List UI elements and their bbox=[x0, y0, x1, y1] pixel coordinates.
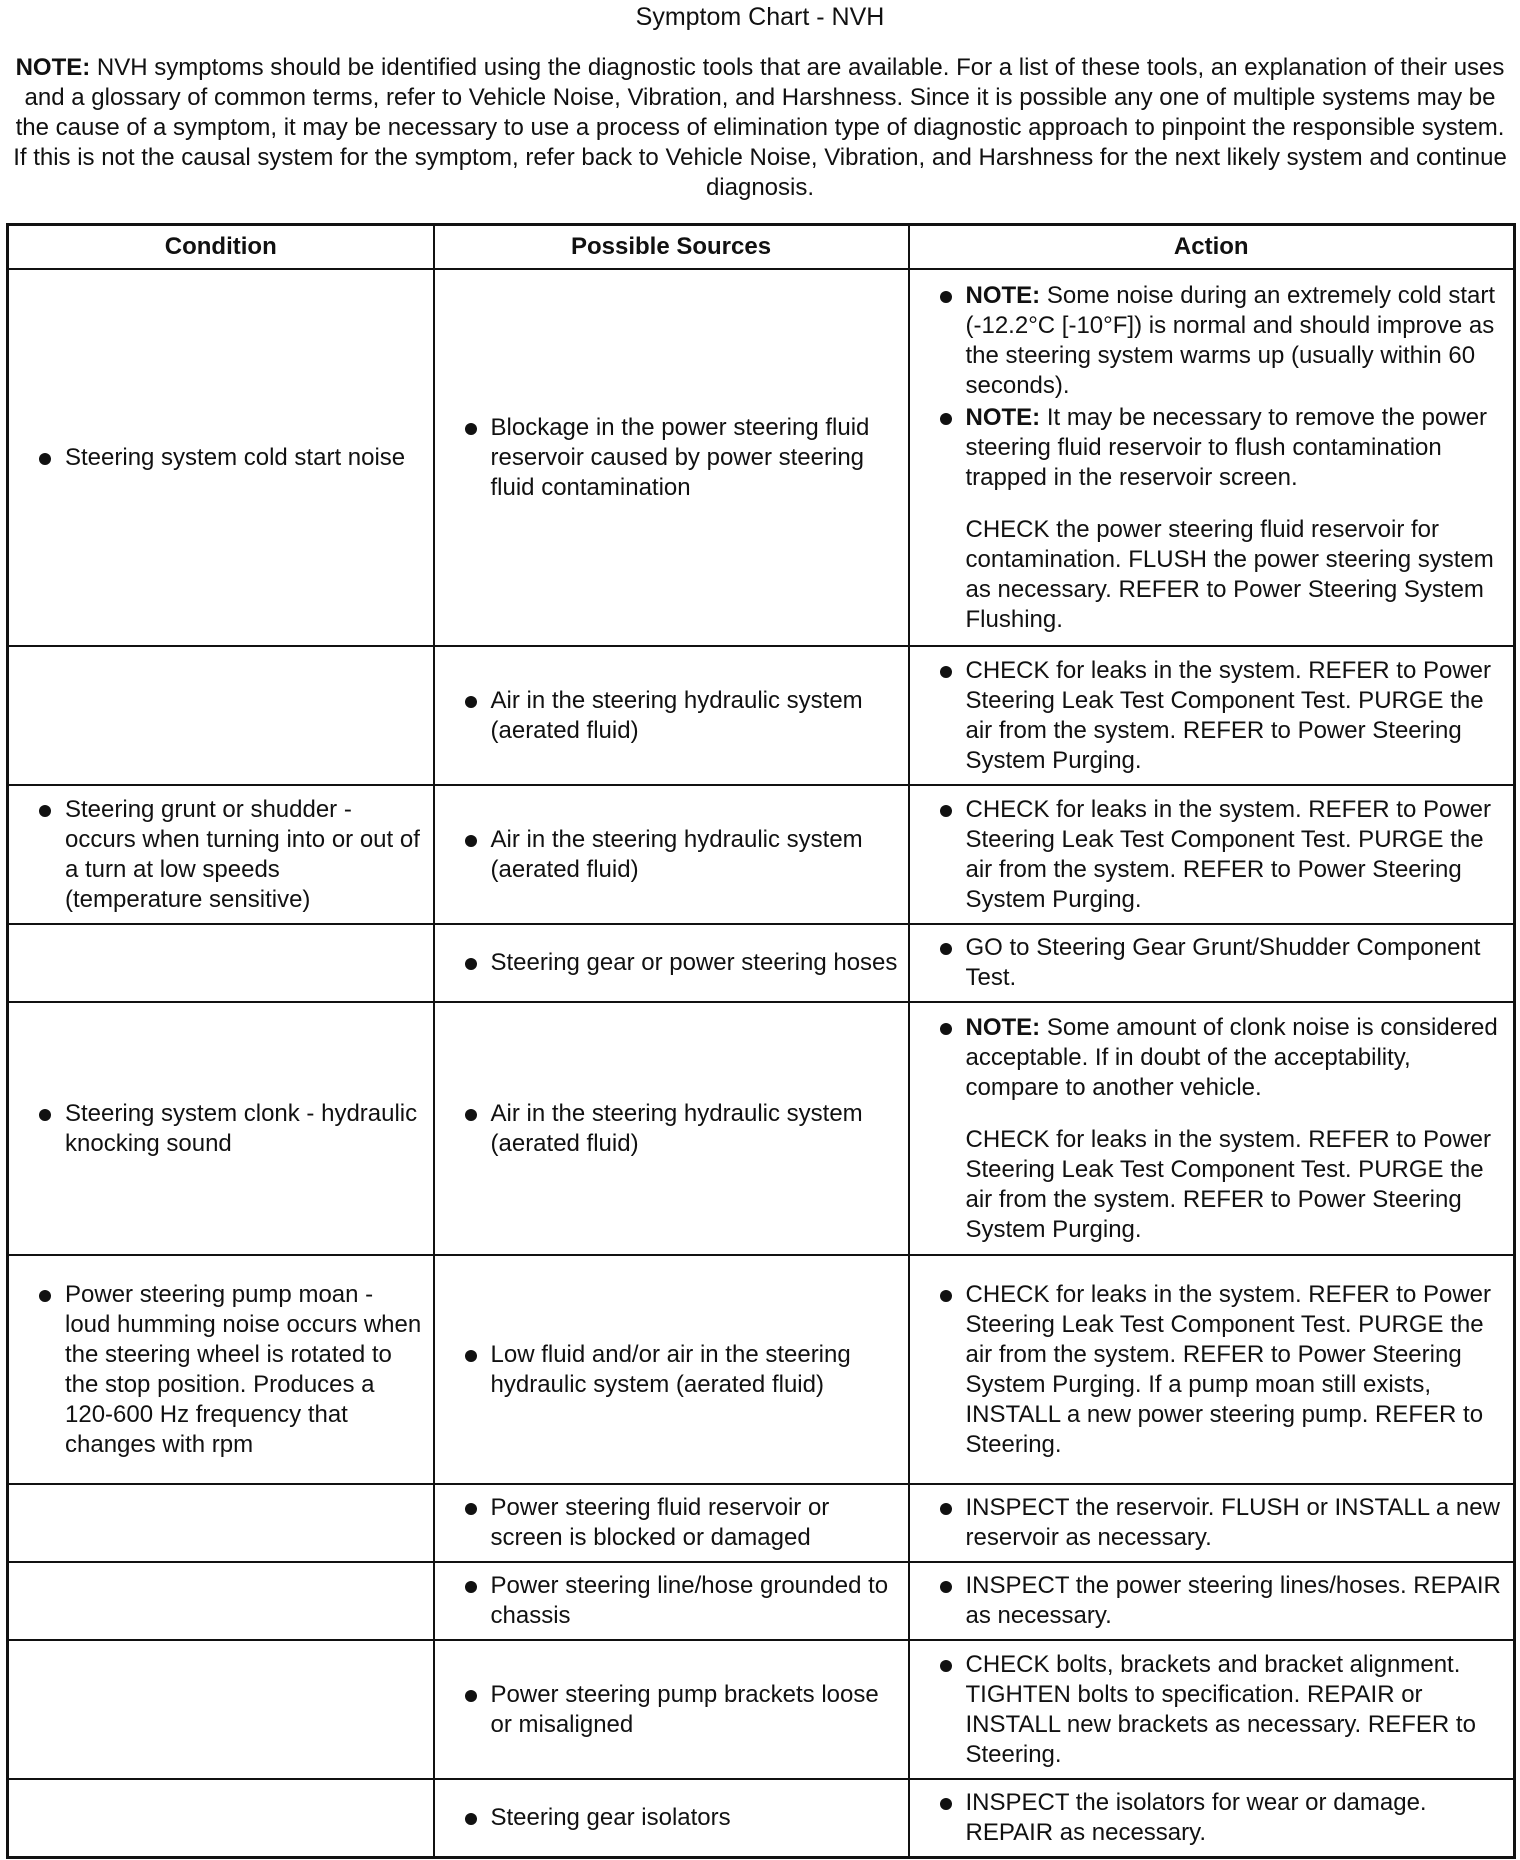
action-text: CHECK the power steering fluid reservoir for contamination. FLUSH the power steering system as necessary. REFER to Power Steering System Flushing. bbox=[965, 515, 1494, 633]
action-cell bbox=[909, 1484, 1515, 1562]
symptom-table bbox=[6, 223, 1516, 1859]
action-text: INSPECT the isolators for wear or damage. REPAIR as necessary. bbox=[918, 1788, 1504, 1848]
source-text: Steering gear isolators bbox=[443, 1803, 898, 1833]
header-action: Action bbox=[909, 225, 1515, 270]
condition-text: Power steering pump moan - loud humming noise occurs when the steering wheel is rotated to the stop position. Produces a 120-600 Hz frequency that changes with rpm bbox=[17, 1280, 423, 1460]
source-cell bbox=[434, 1255, 909, 1484]
intro-note bbox=[8, 53, 1512, 203]
action-cell bbox=[909, 1562, 1515, 1640]
action-text: INSPECT the reservoir. FLUSH or INSTALL a new reservoir as necessary. bbox=[918, 1493, 1504, 1553]
action-text: INSPECT the power steering lines/hoses. REPAIR as necessary. bbox=[918, 1571, 1504, 1631]
source-cell bbox=[434, 1562, 909, 1640]
action-text: CHECK for leaks in the system. REFER to Power Steering Leak Test Component Test. PURGE the air from the system. REFER to Power Steering System Purging. bbox=[918, 795, 1504, 915]
source-cell bbox=[434, 785, 909, 924]
table-row bbox=[8, 1255, 1515, 1484]
action-text: GO to Steering Gear Grunt/Shudder Component Test. bbox=[918, 933, 1504, 993]
action-cell bbox=[909, 269, 1515, 646]
action-cell bbox=[909, 1255, 1515, 1484]
header-condition: Condition bbox=[8, 225, 434, 270]
condition-cell bbox=[8, 1484, 434, 1562]
table-row bbox=[8, 1562, 1515, 1640]
source-cell bbox=[434, 1640, 909, 1779]
action-note-text: It may be necessary to remove the power steering fluid reservoir to flush contamination trapped in the reservoir screen. bbox=[965, 403, 1488, 491]
source-cell bbox=[434, 1484, 909, 1562]
header-possible-sources: Possible Sources bbox=[434, 225, 909, 270]
condition-text: Steering system clonk - hydraulic knocking sound bbox=[17, 1099, 423, 1159]
action-cell bbox=[909, 1779, 1515, 1857]
action-note bbox=[918, 403, 1504, 493]
table-row bbox=[8, 269, 1515, 646]
source-text: Power steering pump brackets loose or misaligned bbox=[443, 1680, 898, 1740]
condition-cell bbox=[8, 785, 434, 924]
action-text: CHECK for leaks in the system. REFER to Power Steering Leak Test Component Test. PURGE the air from the system. REFER to Power Steering System Purging. bbox=[918, 656, 1504, 776]
condition-cell bbox=[8, 924, 434, 1002]
table-row bbox=[8, 646, 1515, 785]
source-text: Steering gear or power steering hoses bbox=[443, 948, 898, 978]
source-cell bbox=[434, 924, 909, 1002]
action-note-text: Some amount of clonk noise is considered acceptable. If in doubt of the acceptability, compare to another vehicle. bbox=[965, 1013, 1498, 1101]
source-cell bbox=[434, 1779, 909, 1857]
condition-cell bbox=[8, 1779, 434, 1857]
intro-note-label: NOTE: bbox=[15, 54, 91, 81]
action-note-label: NOTE: bbox=[965, 403, 1041, 431]
action-text: CHECK for leaks in the system. REFER to Power Steering Leak Test Component Test. PURGE the air from the system. REFER to Power Steering System Purging. If a pump moan still exists, INSTALL a new power steering pump. REFER to Steering. bbox=[918, 1280, 1504, 1460]
condition-cell bbox=[8, 269, 434, 646]
action-cell bbox=[909, 785, 1515, 924]
action-cell bbox=[909, 646, 1515, 785]
condition-cell bbox=[8, 1255, 434, 1484]
action-cell bbox=[909, 1640, 1515, 1779]
source-text: Blockage in the power steering fluid reservoir caused by power steering fluid contamination bbox=[443, 413, 898, 503]
source-text: Air in the steering hydraulic system (aerated fluid) bbox=[443, 686, 898, 746]
page-title: Symptom Chart - NVH bbox=[635, 3, 885, 31]
condition-cell bbox=[8, 1562, 434, 1640]
table-row bbox=[8, 1640, 1515, 1779]
action-text: CHECK for leaks in the system. REFER to Power Steering Leak Test Component Test. PURGE the air from the system. REFER to Power Steering System Purging. bbox=[965, 1125, 1491, 1243]
table-row bbox=[8, 1002, 1515, 1255]
source-cell bbox=[434, 1002, 909, 1255]
table-row bbox=[8, 1484, 1515, 1562]
action-text: CHECK bolts, brackets and bracket alignment. TIGHTEN bolts to specification. REPAIR or INSTALL new brackets as necessary. REFER to Steering. bbox=[918, 1650, 1504, 1770]
action-note bbox=[918, 1013, 1504, 1103]
source-text: Air in the steering hydraulic system (aerated fluid) bbox=[443, 825, 898, 885]
table-row bbox=[8, 1779, 1515, 1857]
action-cell bbox=[909, 924, 1515, 1002]
action-cell bbox=[909, 1002, 1515, 1255]
action-note-text: Some noise during an extremely cold start (-12.2°C [-10°F]) is normal and should improve as the steering system warms up (usually within 60 seconds). bbox=[965, 281, 1496, 399]
action-note-label: NOTE: bbox=[965, 281, 1041, 309]
condition-text: Steering system cold start noise bbox=[17, 443, 423, 473]
condition-cell bbox=[8, 1002, 434, 1255]
source-text: Low fluid and/or air in the steering hydraulic system (aerated fluid) bbox=[443, 1340, 898, 1400]
table-header-row bbox=[8, 225, 1515, 270]
condition-cell bbox=[8, 1640, 434, 1779]
source-text: Air in the steering hydraulic system (aerated fluid) bbox=[443, 1099, 898, 1159]
table-row bbox=[8, 785, 1515, 924]
table-row bbox=[8, 924, 1515, 1002]
condition-text: Steering grunt or shudder - occurs when turning into or out of a turn at low speeds (temperature sensitive) bbox=[17, 795, 423, 915]
source-cell bbox=[434, 646, 909, 785]
source-text: Power steering fluid reservoir or screen is blocked or damaged bbox=[443, 1493, 898, 1553]
source-cell bbox=[434, 269, 909, 646]
source-text: Power steering line/hose grounded to chassis bbox=[443, 1571, 898, 1631]
action-note-label: NOTE: bbox=[965, 1013, 1041, 1041]
intro-note-text: NVH symptoms should be identified using the diagnostic tools that are available. For a list of these tools, an explanation of their uses and a glossary of common terms, refer to Vehicle Noise, Vibration, and Harshness. Since it is possible any one of multiple systems may be the cause of a symptom, it may be necessary to use a process of elimination type of diagnostic approach to pinpoint the responsible system. If this is not the causal system for the symptom, refer back to Vehicle Noise, Vibration, and Harshness for the next likely system and continue diagnosis. bbox=[13, 54, 1507, 201]
action-note bbox=[918, 281, 1504, 401]
condition-cell bbox=[8, 646, 434, 785]
